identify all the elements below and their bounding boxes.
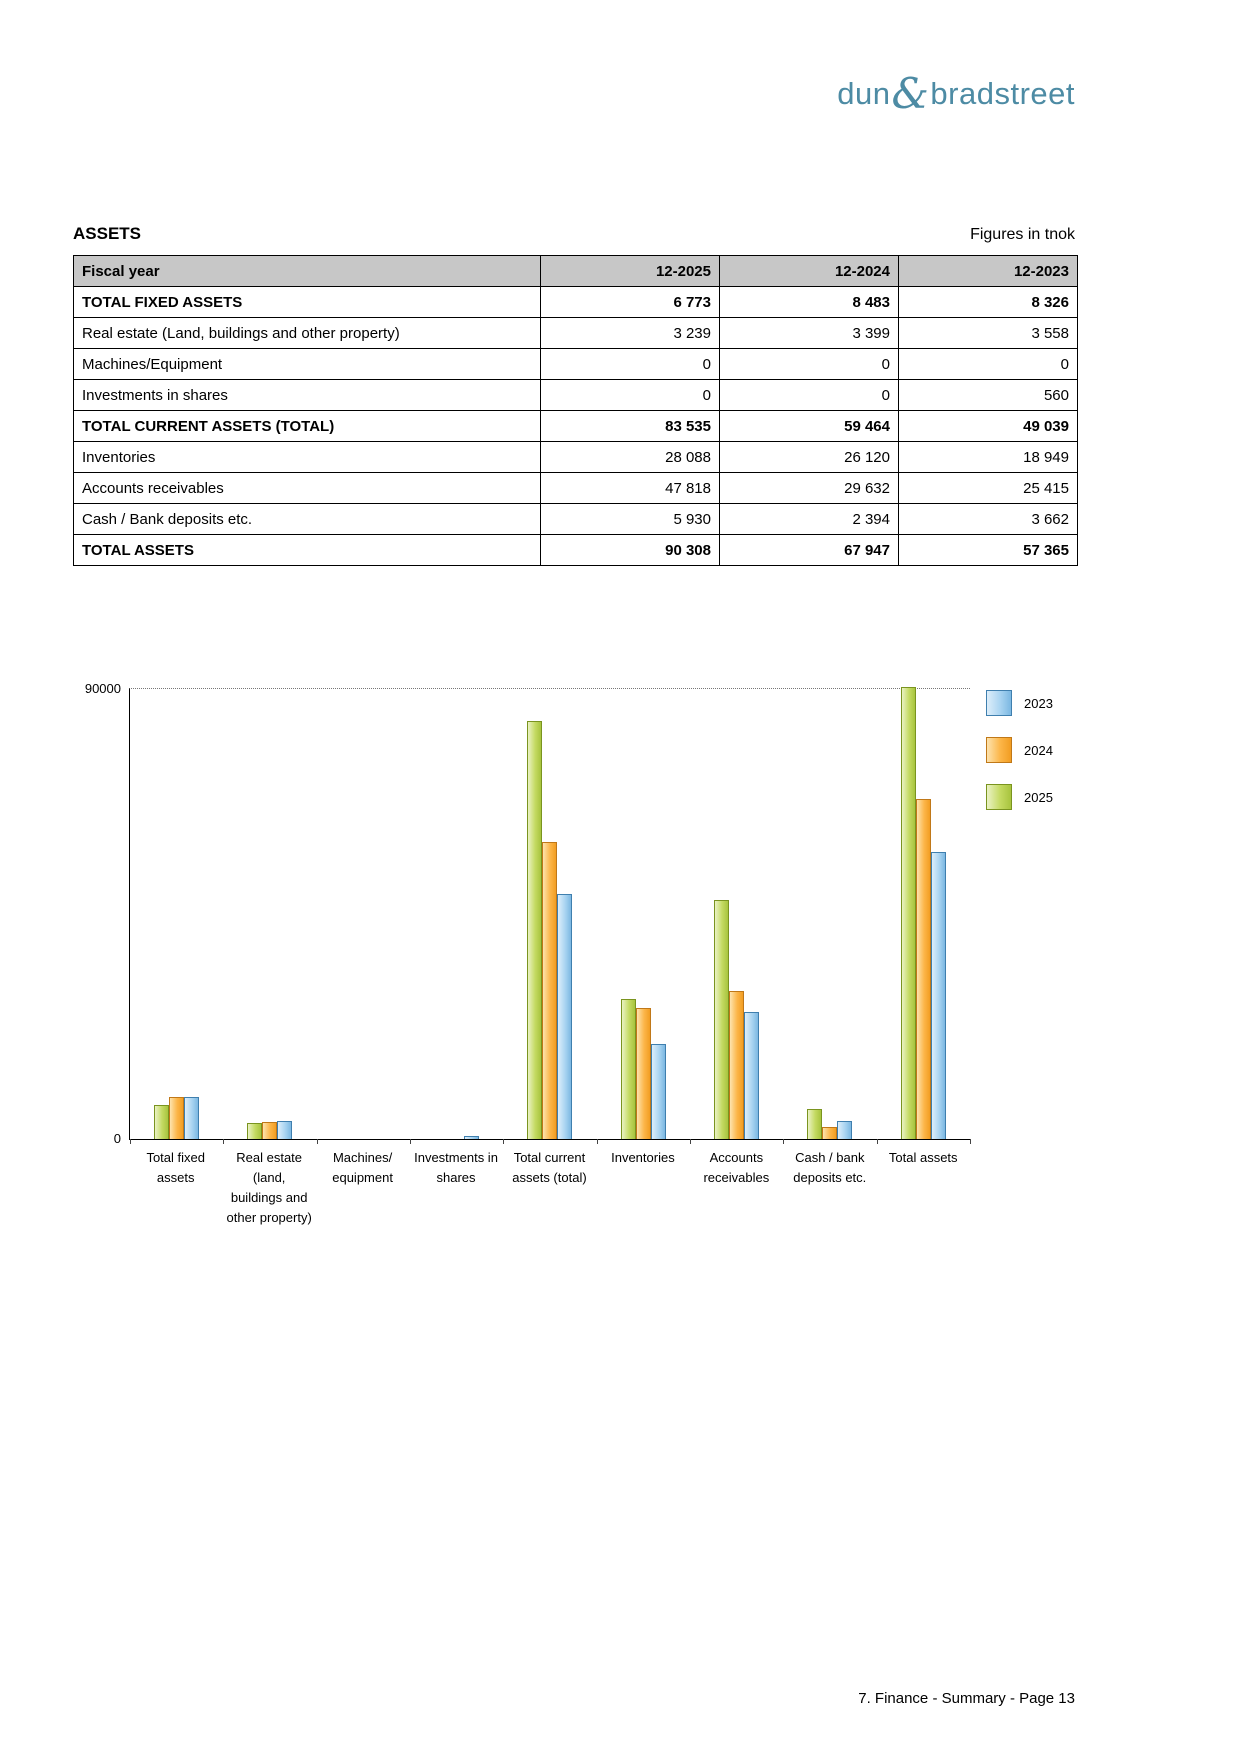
- row-value-cell: 57 365: [899, 535, 1078, 566]
- axis-tick: [690, 1139, 691, 1144]
- category-label: Real estate (land, buildings and other property): [226, 1150, 312, 1226]
- legend-swatch: [986, 690, 1012, 716]
- bar-group: [690, 900, 783, 1139]
- category-label: Total current assets (total): [512, 1150, 587, 1186]
- bar-2025: [154, 1105, 169, 1139]
- bar-2023: [277, 1121, 292, 1139]
- bar-2023: [557, 894, 572, 1139]
- row-label-cell: Real estate (Land, buildings and other property): [74, 318, 541, 349]
- category-label: Investments in shares: [414, 1150, 498, 1186]
- axis-tick: [410, 1139, 411, 1144]
- bar-2025: [527, 721, 542, 1139]
- category-label: Total assets: [888, 1150, 958, 1165]
- assets-table: [73, 255, 1078, 566]
- table-row: [74, 442, 1078, 473]
- axis-tick: [503, 1139, 504, 1144]
- row-value-cell: 6 773: [541, 287, 720, 318]
- row-value-cell: 29 632: [720, 473, 899, 504]
- row-label-cell: TOTAL ASSETS: [74, 535, 541, 566]
- bar-groups: [130, 689, 970, 1139]
- row-value-cell: 0: [541, 380, 720, 411]
- axis-tick: [783, 1139, 784, 1144]
- row-value-cell: 8 483: [720, 287, 899, 318]
- bar-2025: [247, 1123, 262, 1139]
- axis-tick: [317, 1139, 318, 1144]
- row-value-cell: 28 088: [541, 442, 720, 473]
- row-value-cell: 0: [720, 349, 899, 380]
- chart-legend: [986, 690, 1053, 831]
- row-value-cell: 47 818: [541, 473, 720, 504]
- row-label-cell: Investments in shares: [74, 380, 541, 411]
- bar-group: [783, 1109, 876, 1139]
- page-footer: 7. Finance - Summary - Page 13: [858, 1690, 1075, 1707]
- bar-2024: [822, 1127, 837, 1139]
- table-row: [74, 318, 1078, 349]
- bar-group: [503, 721, 596, 1139]
- category-label: Accounts receivables: [703, 1150, 770, 1186]
- bar-group: [410, 1136, 503, 1139]
- row-value-cell: 0: [899, 349, 1078, 380]
- legend-swatch: [986, 737, 1012, 763]
- row-value-cell: 83 535: [541, 411, 720, 442]
- row-label-cell: Machines/Equipment: [74, 349, 541, 380]
- bar-2023: [464, 1136, 479, 1139]
- table-row: [74, 380, 1078, 411]
- row-label-cell: Accounts receivables: [74, 473, 541, 504]
- bar-2024: [542, 842, 557, 1139]
- table-header-row: [74, 256, 1078, 287]
- table-row: [74, 535, 1078, 566]
- row-value-cell: 18 949: [899, 442, 1078, 473]
- bar-2025: [621, 999, 636, 1139]
- row-value-cell: 2 394: [720, 504, 899, 535]
- row-value-cell: 3 399: [720, 318, 899, 349]
- bar-2023: [931, 852, 946, 1139]
- units-note: Figures in tnok: [970, 226, 1075, 243]
- bar-2024: [636, 1008, 651, 1139]
- row-value-cell: 3 662: [899, 504, 1078, 535]
- bar-2023: [651, 1044, 666, 1139]
- legend-item: [986, 784, 1053, 810]
- category-label: Total fixed assets: [146, 1150, 205, 1186]
- section-header: [73, 224, 1075, 244]
- header-col-2025: 12-2025: [541, 256, 720, 287]
- bar-2025: [714, 900, 729, 1139]
- row-value-cell: 8 326: [899, 287, 1078, 318]
- bar-group: [877, 687, 970, 1139]
- category-label: Machines/ equipment: [332, 1150, 393, 1186]
- bar-2023: [837, 1121, 852, 1139]
- bar-group: [130, 1097, 223, 1139]
- bar-group: [597, 999, 690, 1139]
- category-label: Inventories: [611, 1150, 675, 1165]
- header-fiscal-year: Fiscal year: [74, 256, 541, 287]
- table-row: [74, 504, 1078, 535]
- table-row: [74, 411, 1078, 442]
- axis-tick: [877, 1139, 878, 1144]
- category-label: Cash / bank deposits etc.: [793, 1150, 867, 1186]
- bar-group: [223, 1121, 316, 1139]
- y-axis-max-label: 90000: [84, 681, 121, 696]
- row-value-cell: 3 239: [541, 318, 720, 349]
- legend-label: 2024: [1024, 742, 1053, 758]
- row-label-cell: TOTAL CURRENT ASSETS (TOTAL): [74, 411, 541, 442]
- row-value-cell: 25 415: [899, 473, 1078, 504]
- row-value-cell: 5 930: [541, 504, 720, 535]
- axis-tick: [597, 1139, 598, 1144]
- bar-2024: [169, 1097, 184, 1139]
- table-row: [74, 473, 1078, 504]
- row-label-cell: TOTAL FIXED ASSETS: [74, 287, 541, 318]
- bar-2024: [729, 991, 744, 1139]
- header-col-2023: 12-2023: [899, 256, 1078, 287]
- table-row: [74, 287, 1078, 318]
- legend-label: 2023: [1024, 695, 1053, 711]
- row-value-cell: 560: [899, 380, 1078, 411]
- bar-2023: [744, 1012, 759, 1139]
- axis-tick: [970, 1139, 971, 1144]
- row-value-cell: 67 947: [720, 535, 899, 566]
- axis-tick: [130, 1139, 131, 1144]
- legend-label: 2025: [1024, 789, 1053, 805]
- section-title: ASSETS: [73, 224, 142, 243]
- bar-2025: [807, 1109, 822, 1139]
- row-value-cell: 49 039: [899, 411, 1078, 442]
- row-value-cell: 0: [541, 349, 720, 380]
- row-value-cell: 90 308: [541, 535, 720, 566]
- legend-swatch: [986, 784, 1012, 810]
- logo-word-bradstreet: bradstreet: [930, 76, 1075, 111]
- row-value-cell: 3 558: [899, 318, 1078, 349]
- header-col-2024: 12-2024: [720, 256, 899, 287]
- y-axis-zero-label: 0: [113, 1131, 121, 1146]
- row-value-cell: 0: [720, 380, 899, 411]
- logo-word-dun: dun: [837, 76, 891, 111]
- bar-2024: [262, 1122, 277, 1139]
- table-row: [74, 349, 1078, 380]
- dun-bradstreet-logo: [837, 69, 1075, 118]
- legend-item: [986, 737, 1053, 763]
- bar-2023: [184, 1097, 199, 1139]
- row-value-cell: 59 464: [720, 411, 899, 442]
- row-value-cell: 26 120: [720, 442, 899, 473]
- category-axis-labels: [129, 1148, 970, 1229]
- axis-tick: [223, 1139, 224, 1144]
- logo-ampersand-icon: &: [891, 69, 930, 118]
- row-label-cell: Inventories: [74, 442, 541, 473]
- bar-2024: [916, 799, 931, 1139]
- bar-2025: [901, 687, 916, 1139]
- plot-area: [129, 688, 970, 1140]
- legend-item: [986, 690, 1053, 716]
- row-label-cell: Cash / Bank deposits etc.: [74, 504, 541, 535]
